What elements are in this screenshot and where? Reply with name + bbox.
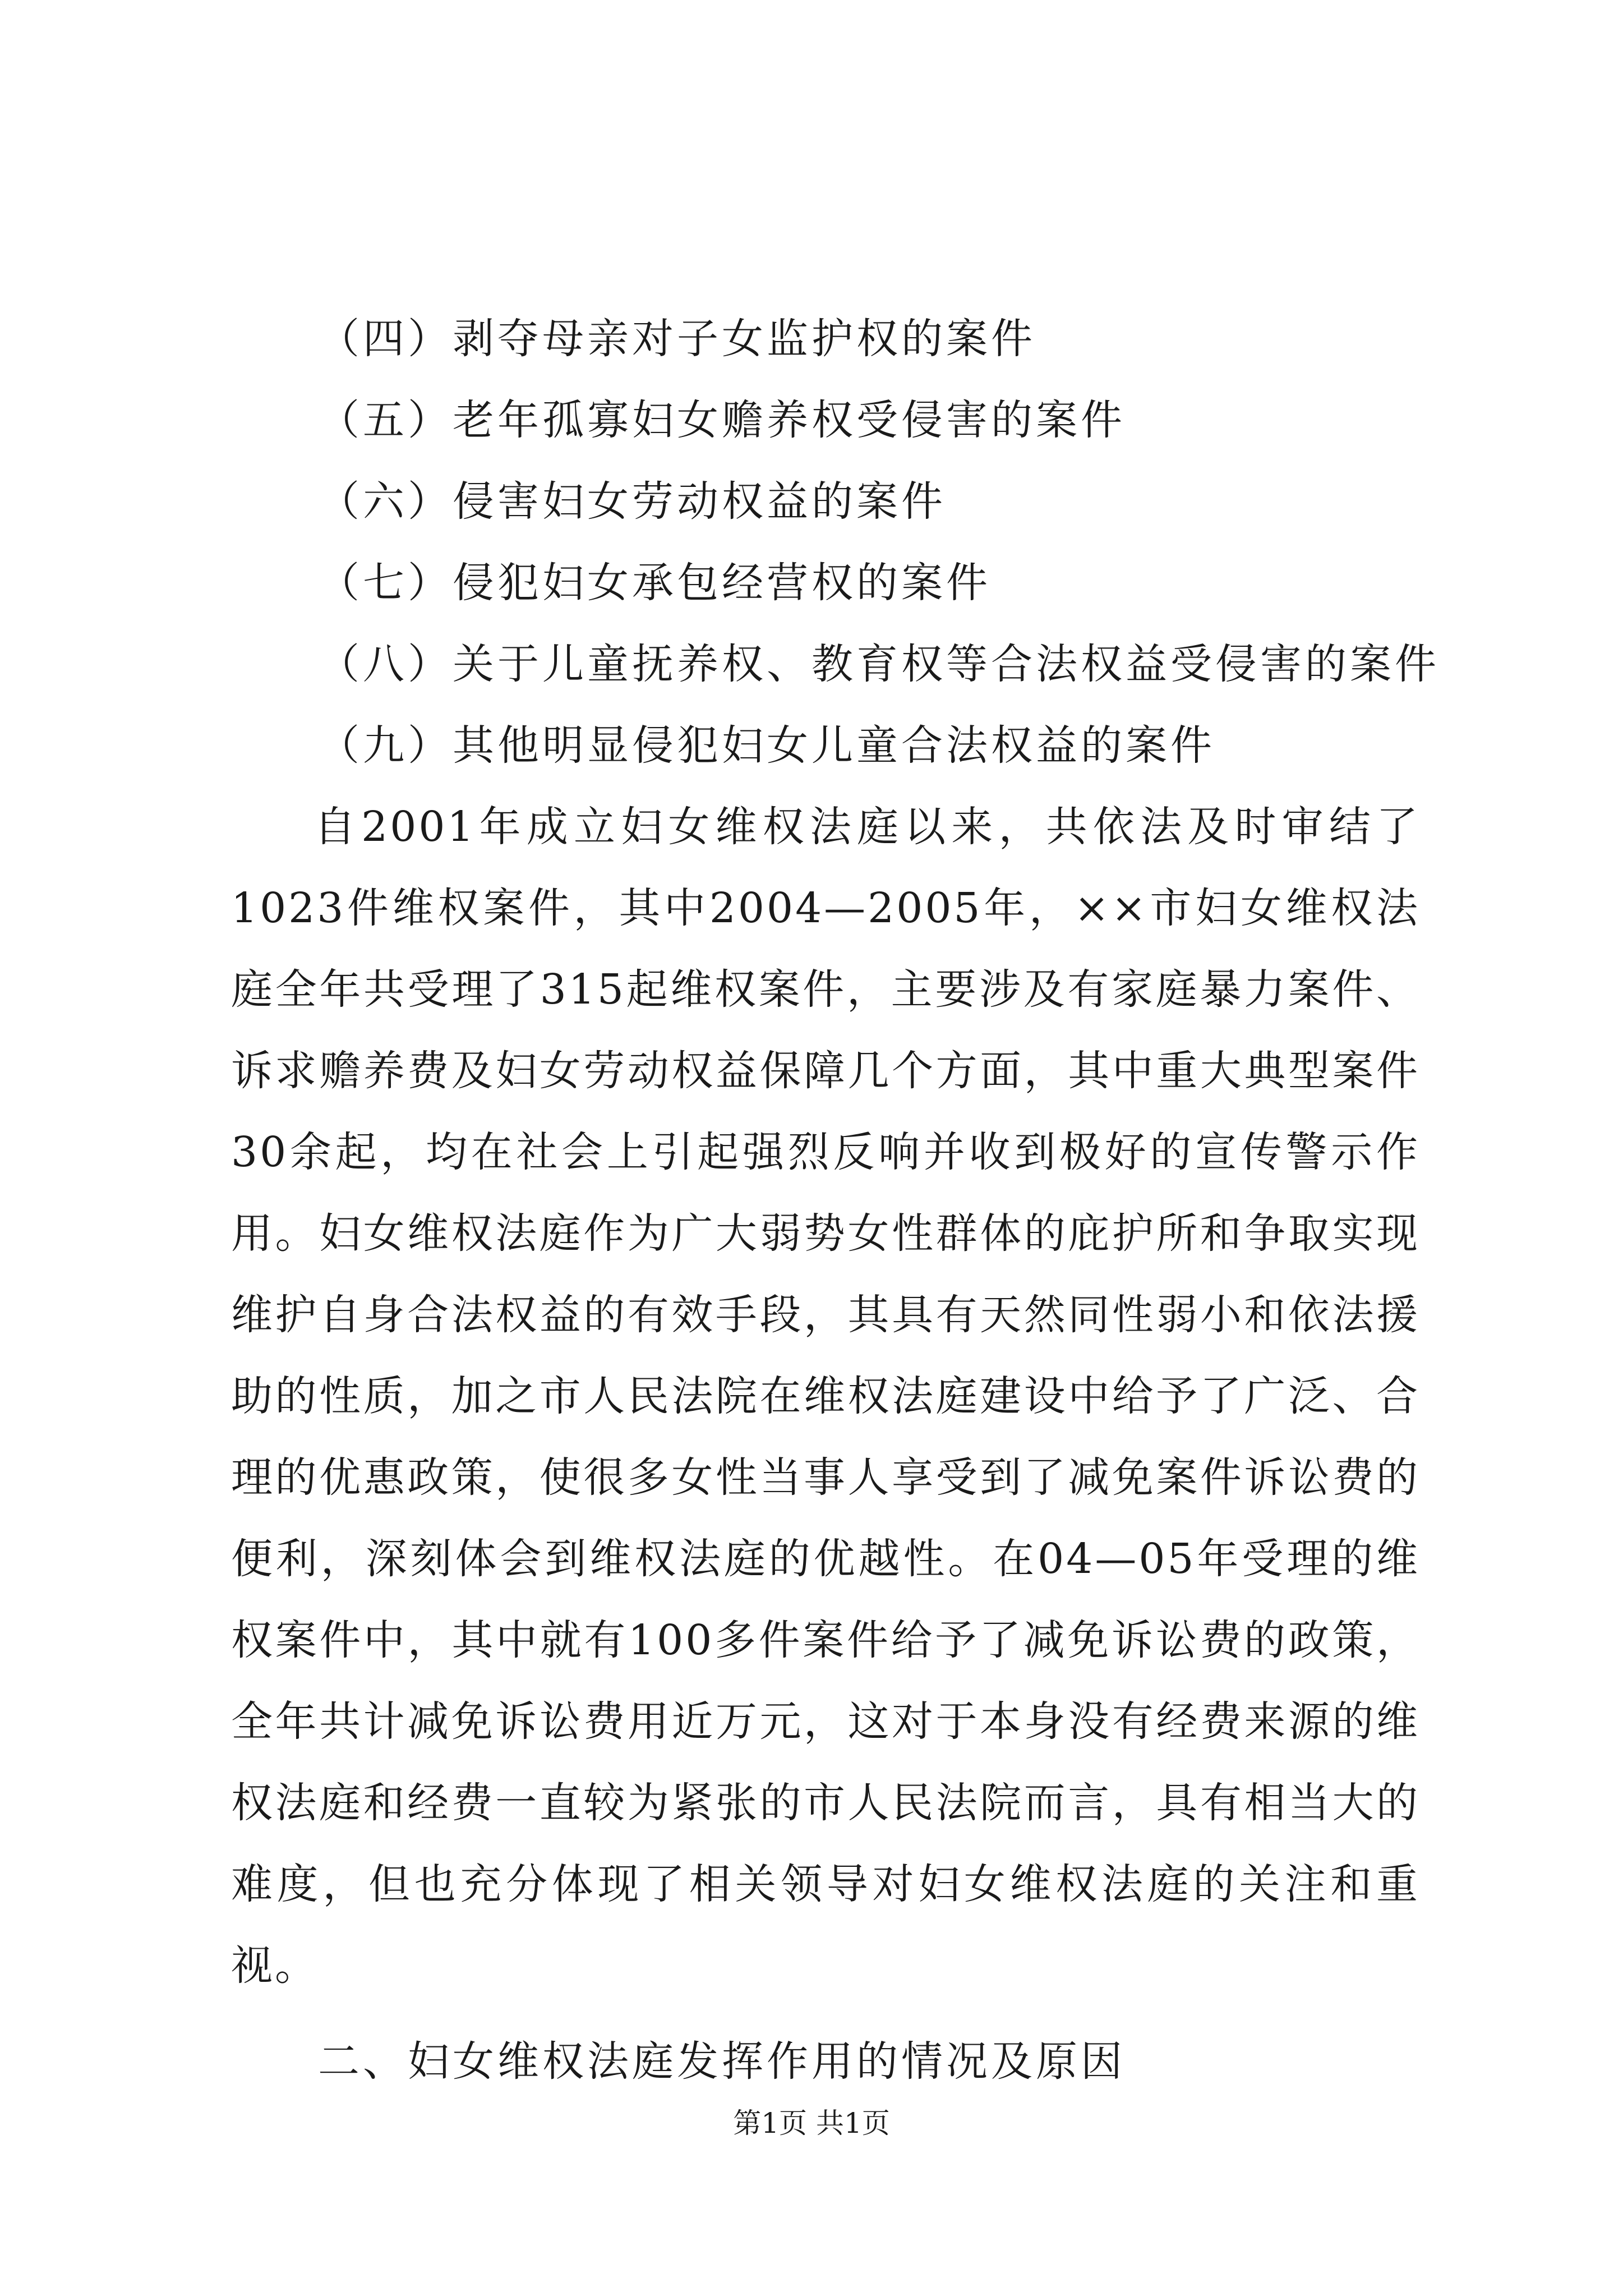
list-item: （九）其他明显侵犯妇女儿童合法权益的案件 [318,721,1215,770]
page-number-footer: 第1页 共1页 [733,2107,890,2139]
list-item: （六）侵害妇女劳动权益的案件 [318,477,946,526]
section-heading: 二、妇女维权法庭发挥作用的情况及原因 [318,2037,1126,2086]
list-item: （七）侵犯妇女承包经营权的案件 [318,559,991,607]
list-item: （五）老年孤寡妇女赡养权受侵害的案件 [318,396,1126,444]
list-item: （八）关于儿童抚养权、教育权等合法权益受侵害的案件 [318,640,1440,688]
list-item: （四）剥夺母亲对子女监护权的案件 [318,315,1036,363]
body-paragraph: 自2001年成立妇女维权法庭以来，共依法及时审结了1023件维权案件，其中2004—2005年，××市妇女维权法庭全年共受理了315起维权案件，主要涉及有家庭暴力案件、诉求赡养费及妇女劳动权益保障几个方面，其中重大典型案件30余起，均在社会上引起强烈反响并收到极好的宣传警示作用。妇女维权法庭作为广大弱势女性群体的庇护所和争取实现维护自身合法权益的有效手段，其具有天然同性弱小和依法援助的性质，加之市人民法院在维权法庭建设中给予了广泛、合理的优惠政策，使很多女性当事人享受到了减免案件诉讼费的便利，深刻体会到维权法庭的优越性。在04—05年受理的维权案件中，其中就有100多件案件给予了减免诉讼费的政策，全年共计减免诉讼费用近万元，这对于本身没有经费来源的维权法庭和经费一直较为紧张的市人民法院而言，具有相当大的难度，但也充分体现了相关领导对妇女维权法庭的关注和重视。 [231,803,1420,1990]
document-body [231,298,1440,2102]
